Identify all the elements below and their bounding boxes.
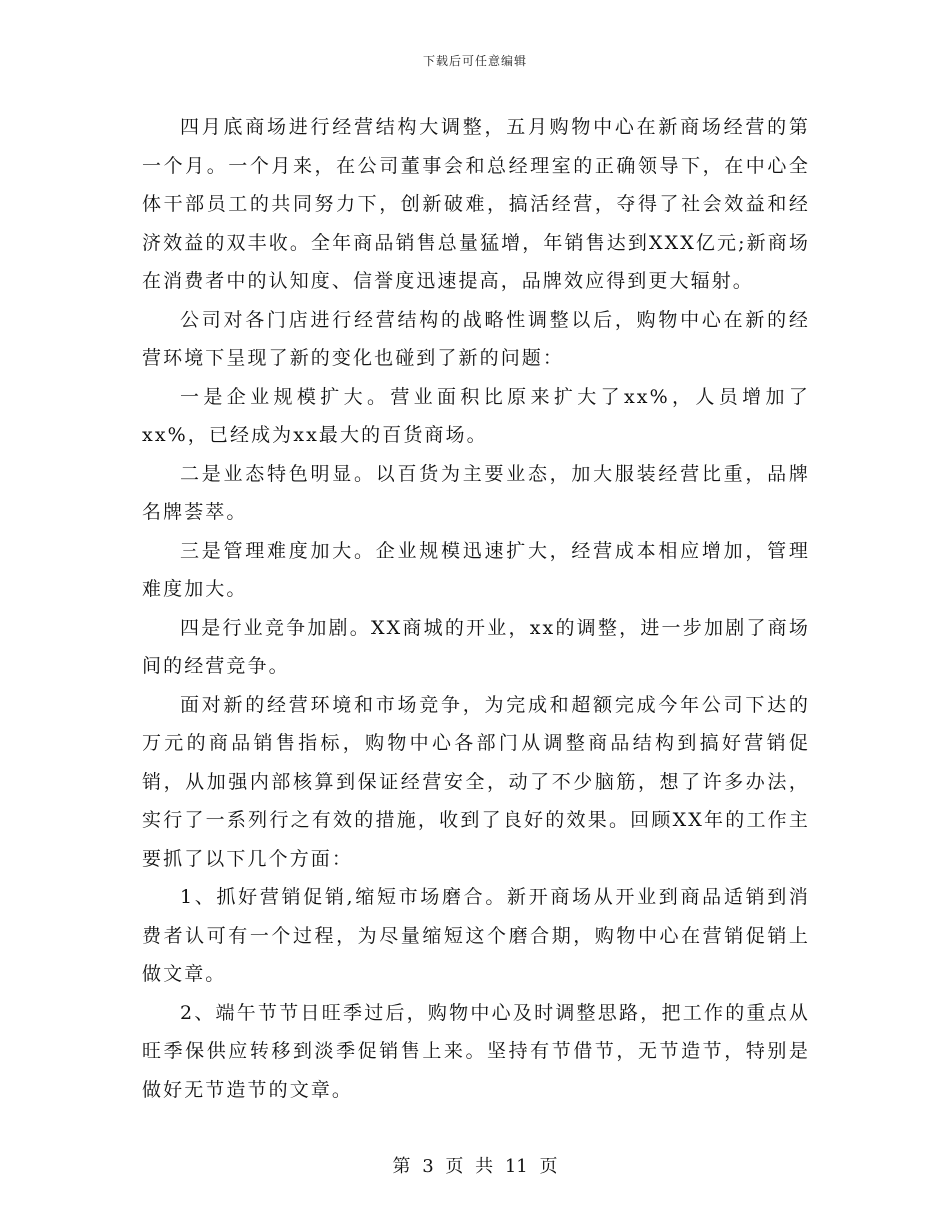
page-header: 下载后可任意编辑 [422, 54, 527, 68]
paragraph-point-2: 二是业态特色明显。以百货为主要业态，加大服装经营比重，品牌名牌荟萃。 [142, 462, 810, 523]
paragraph-intro: 四月底商场进行经营结构大调整，五月购物中心在新商场经营的第一个月。一个月来，在公司董事会和总经理室的正确领导下，在中心全体干部员工的共同努力下，创新破难，搞活经营，夺得了社会效益和经济效益的双丰收。全年商品销售总量猛增，年销售达到XXX亿元;新商场在消费者中的认知度、信誉度迅速提高，品牌效应得到更大辐射。 [142, 116, 810, 292]
paragraph-item-2: 2、端午节节日旺季过后，购物中心及时调整思路，把工作的重点从旺季保供应转移到淡季促销售上来。坚持有节借节，无节造节，特别是做好无节造节的文章。 [142, 1001, 810, 1101]
paragraph-point-1: 一是企业规模扩大。营业面积比原来扩大了xx%，人员增加了xx%，已经成为xx最大的百货商场。 [142, 385, 810, 446]
page-number: 第 3 页 共 11 页 [392, 1156, 558, 1177]
paragraph-point-4: 四是行业竞争加剧。XX商城的开业，xx的调整，进一步加剧了商场间的经营竞争。 [142, 616, 810, 677]
paragraph-restructure: 公司对各门店进行经营结构的战略性调整以后，购物中心在新的经营环境下呈现了新的变化也碰到了新的问题： [142, 308, 810, 369]
document-body [142, 108, 810, 1109]
paragraph-point-3: 三是管理难度加大。企业规模迅速扩大，经营成本相应增加，管理难度加大。 [142, 539, 810, 600]
paragraph-competition: 面对新的经营环境和市场竞争，为完成和超额完成今年公司下达的万元的商品销售指标，购物中心各部门从调整商品结构到搞好营销促销，从加强内部核算到保证经营安全，动了不少脑筋，想了许多办法，实行了一系列行之有效的措施，收到了良好的效果。回顾XX年的工作主要抓了以下几个方面： [142, 693, 810, 870]
paragraph-item-1: 1、抓好营销促销,缩短市场磨合。新开商场从开业到商品适销到消费者认可有一个过程，为尽量缩短这个磨合期，购物中心在营销促销上做文章。 [142, 886, 810, 985]
